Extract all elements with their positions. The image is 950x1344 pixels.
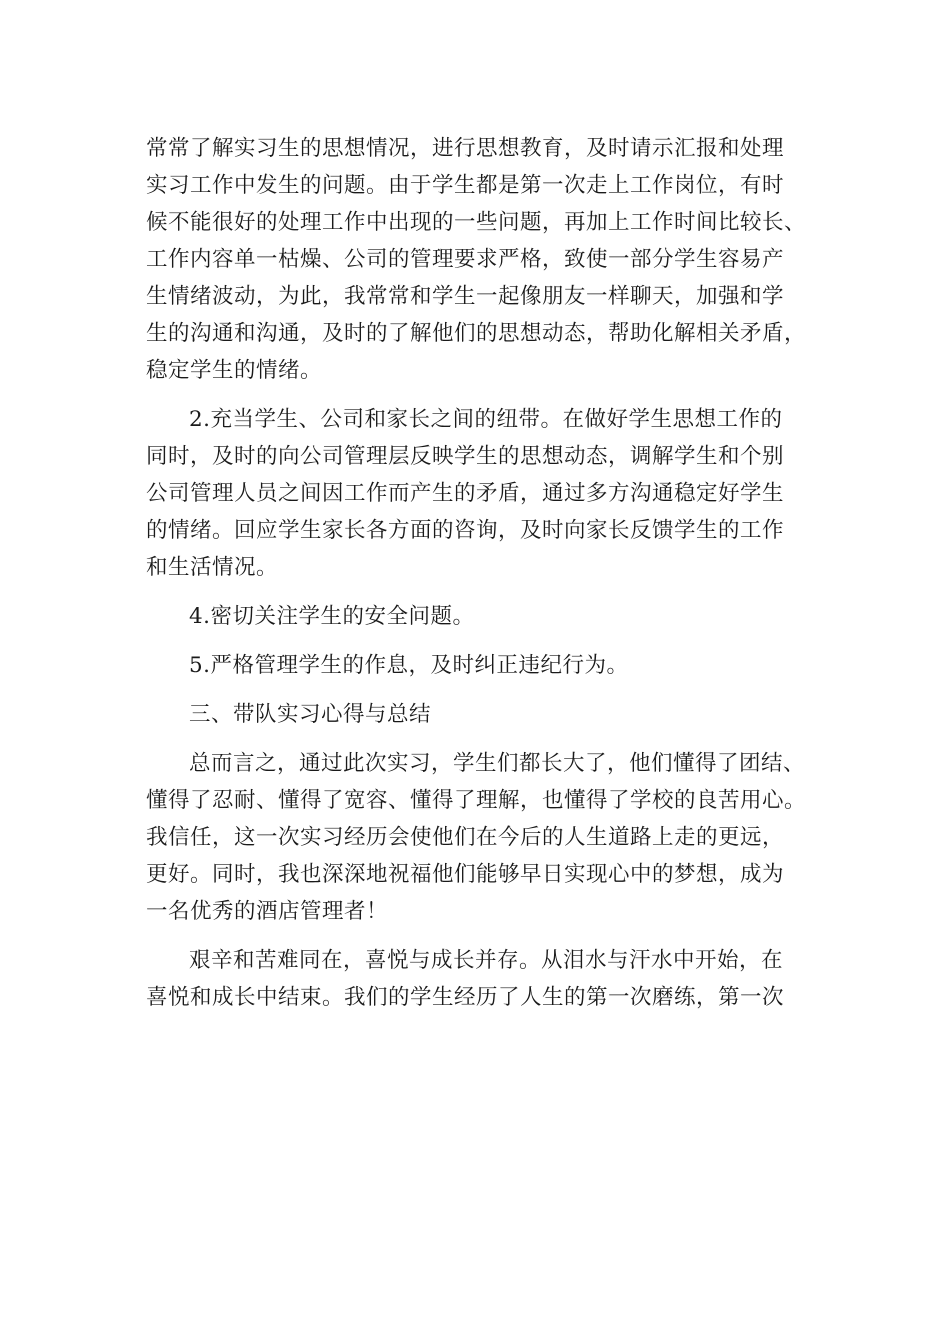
- text-line: 总而言之，通过此次实习，学生们都长大了，他们懂得了团结、: [189, 751, 806, 776]
- paragraph-gap: [146, 635, 816, 647]
- text-line: 4.密切关注学生的安全问题。: [189, 604, 475, 629]
- text-line: 艰辛和苦难同在，喜悦与成长并存。从泪水与汗水中开始，在: [189, 948, 784, 973]
- text-line: 5.严格管理学生的作息，及时纠正违纪行为。: [189, 653, 629, 678]
- text-line: 生的沟通和沟通，及时的了解他们的思想动态，帮助化解相关矛盾，: [146, 321, 807, 346]
- paragraph-gap: [146, 733, 816, 745]
- text-line: 生情绪波动，为此，我常常和学生一起像朋友一样聊天，加强和学: [146, 284, 785, 309]
- text-line: 同时，及时的向公司管理层反映学生的思想动态，调解学生和个别: [146, 444, 785, 469]
- text-line: 稳定学生的情绪。: [146, 358, 323, 383]
- paragraph: [146, 696, 816, 733]
- text-line: 候不能很好的处理工作中出现的一些问题，再加上工作时间比较长、: [146, 210, 807, 235]
- text-line: 喜悦和成长中结束。我们的学生经历了人生的第一次磨练，第一次: [146, 985, 785, 1010]
- text-line: 一名优秀的酒店管理者！: [146, 899, 389, 924]
- text-line: 实习工作中发生的问题。由于学生都是第一次走上工作岗位，有时: [146, 173, 785, 198]
- text-line: 公司管理人员之间因工作而产生的矛盾，通过多方沟通稳定好学生: [146, 481, 785, 506]
- paragraph: [146, 647, 816, 684]
- paragraph-gap: [146, 684, 816, 696]
- paragraph: [146, 401, 816, 586]
- paragraph-gap: [146, 930, 816, 942]
- text-line: 常常了解实习生的思想情况，进行思想教育，及时请示汇报和处理: [146, 136, 785, 161]
- paragraph: [146, 942, 816, 1016]
- paragraph-gap: [146, 389, 816, 401]
- paragraph: [146, 745, 816, 930]
- text-line: 和生活情况。: [146, 555, 279, 580]
- document-body: [146, 130, 816, 1016]
- text-line: 的情绪。回应学生家长各方面的咨询，及时向家长反馈学生的工作: [146, 518, 785, 543]
- text-line: 2.充当学生、公司和家长之间的纽带。在做好学生思想工作的: [189, 407, 783, 432]
- text-line: 更好。同时，我也深深地祝福他们能够早日实现心中的梦想，成为: [146, 862, 785, 887]
- paragraph: [146, 130, 816, 389]
- paragraph-gap: [146, 586, 816, 598]
- text-line: 我信任，这一次实习经历会使他们在今后的人生道路上走的更远，: [146, 825, 785, 850]
- text-line: 懂得了忍耐、懂得了宽容、懂得了理解，也懂得了学校的良苦用心。: [146, 788, 807, 813]
- text-line: 工作内容单一枯燥、公司的管理要求严格，致使一部分学生容易产: [146, 247, 785, 272]
- text-line: 三、带队实习心得与总结: [189, 702, 432, 727]
- paragraph: [146, 598, 816, 635]
